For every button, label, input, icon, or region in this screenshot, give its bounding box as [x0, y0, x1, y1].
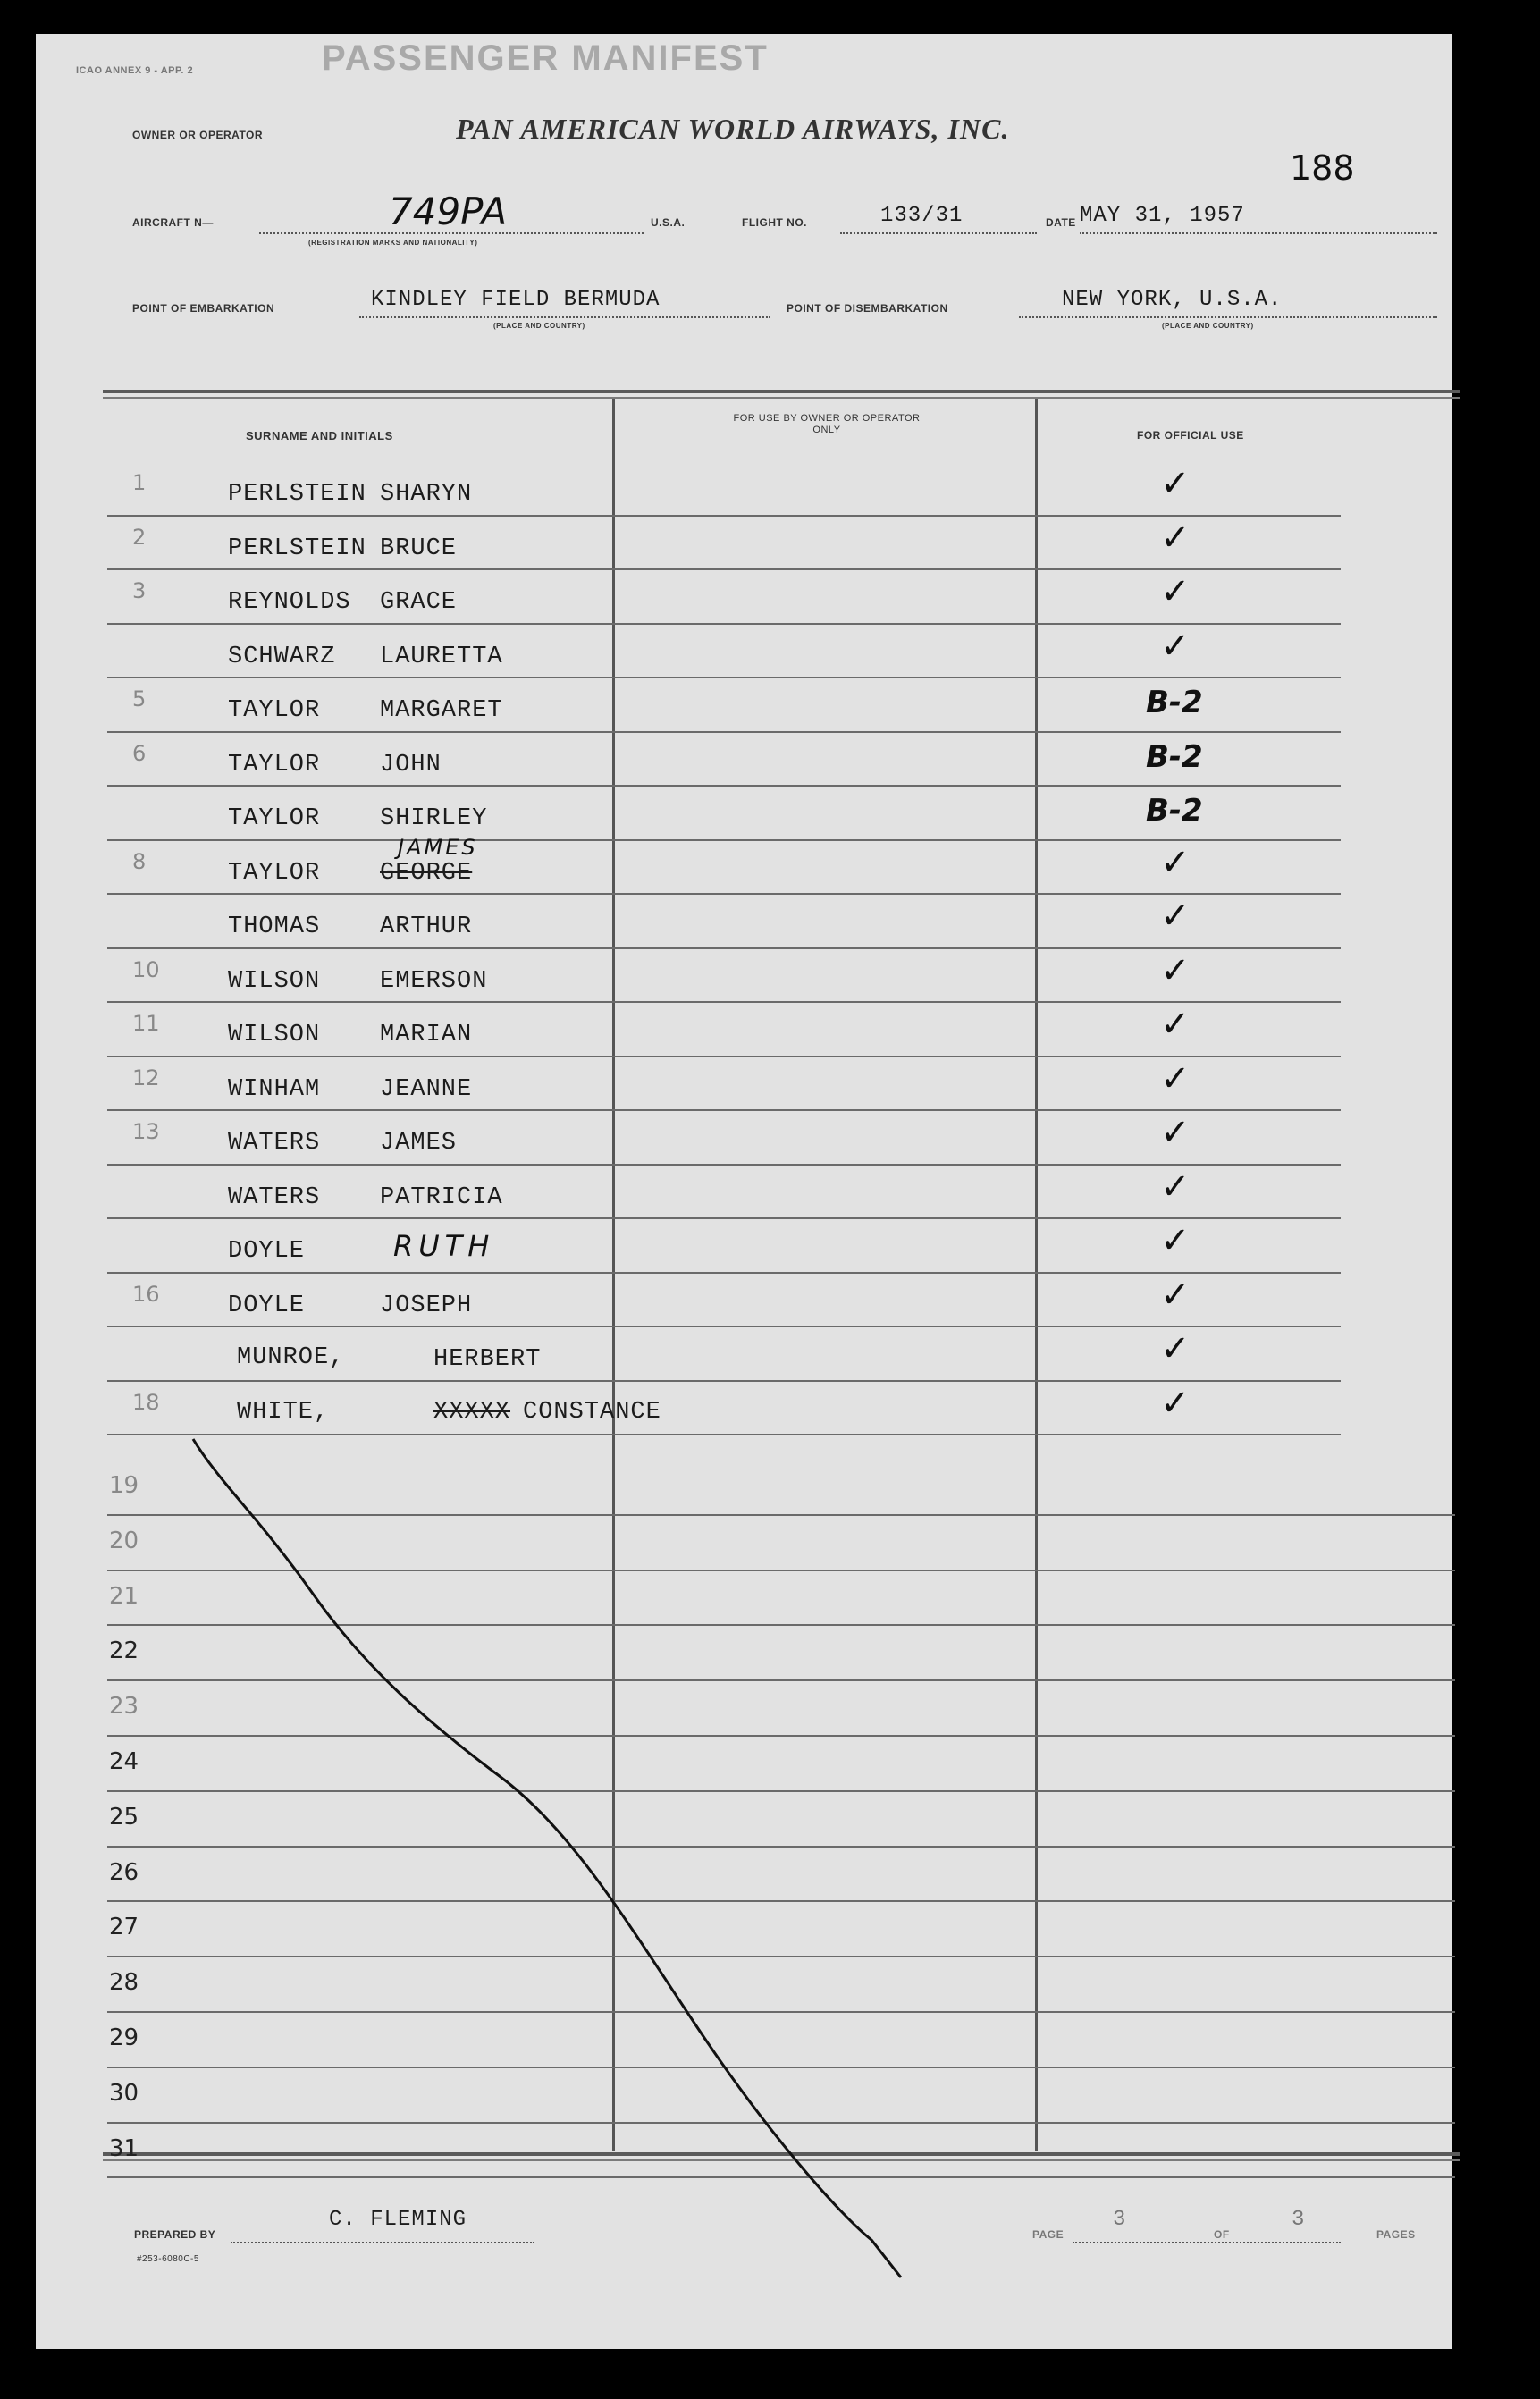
- official-mark: ✓: [1160, 571, 1191, 612]
- passenger-given-name: GEORGE: [380, 859, 473, 887]
- page-number: 188: [1290, 148, 1355, 188]
- disembark-caption: (PLACE AND COUNTRY): [1162, 322, 1254, 330]
- row-number: 31: [109, 2134, 139, 2162]
- passenger-surname: THOMAS: [228, 913, 321, 940]
- row-number: 26: [109, 1858, 139, 1886]
- row-number: 21: [109, 1582, 139, 1610]
- passenger-surname: WATERS: [228, 1183, 321, 1211]
- row-number: 27: [109, 1914, 139, 1941]
- official-mark: ✓: [1160, 625, 1191, 667]
- passenger-given-name: SHARYN: [380, 481, 473, 508]
- row-number: 8: [132, 848, 147, 874]
- official-mark: ✓: [1160, 1328, 1191, 1369]
- row-number: 3: [132, 578, 147, 603]
- passenger-surname: WINHAM: [228, 1075, 321, 1103]
- official-mark: ✓: [1160, 1166, 1191, 1208]
- row-number: 2: [132, 524, 147, 550]
- page-value: 3: [1113, 2208, 1127, 2232]
- passenger-given-name: LAURETTA: [380, 643, 503, 670]
- row-number: 5: [132, 686, 147, 711]
- disembark-label: POINT OF DISEMBARKATION: [787, 302, 948, 315]
- embark-label: POINT OF EMBARKATION: [132, 302, 275, 315]
- passenger-surname: DOYLE: [228, 1238, 306, 1265]
- struck-given-name: XXXXX: [433, 1398, 511, 1426]
- row-number: 25: [109, 1803, 139, 1831]
- row-number: 30: [109, 2079, 139, 2107]
- embark-caption: (PLACE AND COUNTRY): [493, 322, 585, 330]
- row-number: 28: [109, 1969, 139, 1997]
- cancellation-line: [36, 34, 1452, 2349]
- usa-label: U.S.A.: [651, 216, 686, 229]
- prepared-by: C. FLEMING: [329, 2208, 467, 2232]
- column-header-owner: FOR USE BY OWNER OR OPERATOR ONLY: [733, 413, 921, 435]
- passenger-given-name: JOHN: [380, 751, 442, 779]
- official-mark: ✓: [1160, 1057, 1191, 1099]
- aircraft-number: 749PA: [389, 189, 508, 233]
- row-number: 1: [132, 470, 147, 495]
- passenger-surname: SCHWARZ: [228, 643, 336, 670]
- passenger-given-name: JOSEPH: [380, 1292, 473, 1319]
- column-header-official: FOR OFFICIAL USE: [1137, 429, 1244, 442]
- official-mark: ✓: [1160, 463, 1191, 504]
- official-mark: ✓: [1160, 1382, 1191, 1424]
- passenger-given-name: GRACE: [380, 589, 458, 616]
- registration-caption: (REGISTRATION MARKS AND NATIONALITY): [308, 239, 478, 247]
- passenger-given-name: RUTH: [393, 1229, 495, 1263]
- passenger-surname: TAYLOR: [228, 697, 321, 724]
- pages-label: PAGES: [1376, 2228, 1416, 2241]
- official-mark: ✓: [1160, 517, 1191, 559]
- passenger-surname: REYNOLDS: [228, 589, 351, 616]
- of-value: 3: [1292, 2208, 1306, 2232]
- passenger-surname: MUNROE,: [237, 1344, 345, 1371]
- passenger-surname: PERLSTEIN: [228, 481, 366, 508]
- row-number: 23: [109, 1693, 139, 1721]
- official-mark: ✓: [1160, 949, 1191, 991]
- passenger-given-name: HERBERT: [433, 1346, 542, 1373]
- passenger-given-name: CONSTANCE: [523, 1398, 661, 1426]
- passenger-surname: DOYLE: [228, 1292, 306, 1319]
- row-number: 18: [132, 1389, 160, 1415]
- row-number: 19: [109, 1472, 139, 1499]
- date-label: DATE: [1046, 216, 1076, 229]
- page-label: PAGE: [1032, 2228, 1065, 2241]
- disembark-point: NEW YORK, U.S.A.: [1062, 288, 1283, 312]
- passenger-surname: TAYLOR: [228, 751, 321, 779]
- passenger-given-name: EMERSON: [380, 967, 488, 995]
- column-header-name: SURNAME AND INITIALS: [246, 429, 393, 442]
- passenger-given-name: ARTHUR: [380, 913, 473, 940]
- owner-name: PAN AMERICAN WORLD AIRWAYS, INC.: [456, 113, 1010, 145]
- row-number: 29: [109, 2024, 139, 2051]
- flight-date: MAY 31, 1957: [1080, 204, 1245, 228]
- passenger-surname: TAYLOR: [228, 859, 321, 887]
- official-mark: ✓: [1160, 1112, 1191, 1153]
- row-number: 22: [109, 1637, 139, 1665]
- owner-label: OWNER OR OPERATOR: [132, 129, 264, 141]
- flight-number: 133/31: [880, 204, 964, 228]
- passenger-given-name: BRUCE: [380, 535, 458, 562]
- official-mark: ✓: [1160, 896, 1191, 937]
- passenger-surname: WILSON: [228, 967, 321, 995]
- passenger-given-name: JAMES: [380, 1130, 458, 1157]
- row-number: 6: [132, 740, 147, 766]
- passenger-given-name: MARIAN: [380, 1022, 473, 1048]
- passenger-given-name: SHIRLEY: [380, 805, 488, 832]
- official-mark: B-2: [1146, 738, 1203, 775]
- passenger-given-name: PATRICIA: [380, 1183, 503, 1211]
- manifest-sheet: [36, 34, 1452, 2349]
- passenger-surname: WILSON: [228, 1022, 321, 1048]
- passenger-surname: WHITE,: [237, 1398, 330, 1426]
- passenger-given-name: JEANNE: [380, 1075, 473, 1103]
- official-mark: B-2: [1146, 793, 1203, 829]
- official-mark: B-2: [1146, 685, 1203, 720]
- row-number: 13: [132, 1119, 160, 1144]
- passenger-surname: WATERS: [228, 1130, 321, 1157]
- row-number: 12: [132, 1065, 160, 1090]
- row-number: 24: [109, 1748, 139, 1775]
- passenger-surname: PERLSTEIN: [228, 535, 366, 562]
- passenger-surname: TAYLOR: [228, 805, 321, 832]
- aircraft-label: AIRCRAFT N—: [132, 216, 214, 229]
- form-title: PASSENGER MANIFEST: [322, 38, 769, 78]
- row-number: 20: [109, 1527, 139, 1554]
- form-stock-code: #253-6080C-5: [137, 2254, 199, 2264]
- official-mark: ✓: [1160, 1274, 1191, 1316]
- prepared-label: PREPARED BY: [134, 2228, 216, 2241]
- passenger-given-name: MARGARET: [380, 697, 503, 724]
- handwritten-correction: JAMES: [398, 834, 478, 860]
- embark-point: KINDLEY FIELD BERMUDA: [371, 288, 661, 312]
- official-mark: ✓: [1160, 841, 1191, 883]
- row-number: 16: [132, 1281, 160, 1307]
- row-number: 10: [132, 956, 160, 982]
- row-number: 11: [132, 1011, 160, 1036]
- form-code: ICAO ANNEX 9 - APP. 2: [76, 65, 194, 76]
- flight-label: FLIGHT NO.: [742, 216, 807, 229]
- official-mark: ✓: [1160, 1004, 1191, 1045]
- of-label: OF: [1214, 2228, 1230, 2241]
- official-mark: ✓: [1160, 1220, 1191, 1261]
